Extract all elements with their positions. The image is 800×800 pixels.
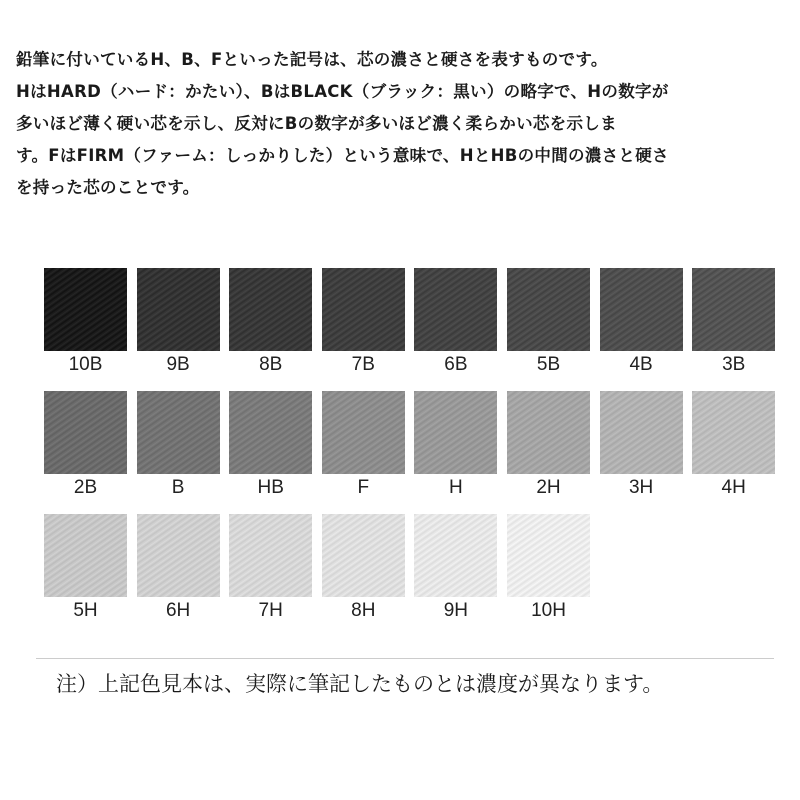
swatch-label: 9H <box>443 600 469 621</box>
swatch-6h <box>137 514 220 624</box>
description-line: 多いほど薄く硬い芯を示し、反対にBの数字が多いほど濃く柔らかい芯を示しま <box>16 114 617 133</box>
pencil-swatch <box>600 391 683 474</box>
swatch-label: 6H <box>165 600 191 621</box>
swatch-label: 9B <box>166 354 190 375</box>
swatch-label: 2B <box>73 477 98 498</box>
pencil-swatch <box>692 391 775 474</box>
swatch-label: H <box>449 477 463 498</box>
disclaimer-note: 注）上記色見本は、実際に筆記したものとは濃度が異なります。 <box>56 672 664 696</box>
swatch-5b <box>507 268 590 378</box>
pencil-swatch <box>322 391 405 474</box>
swatch-3h <box>600 391 683 501</box>
swatch-label: 3H <box>628 477 654 498</box>
swatch-label: 5H <box>73 600 98 621</box>
description-line: 鉛筆に付いているH、B、Fといった記号は、芯の濃さと硬さを表すものです。 <box>16 50 608 69</box>
swatch-label: 8B <box>259 354 283 375</box>
swatch-label: 7H <box>258 600 283 621</box>
description-line: を持った芯のことです。 <box>16 178 200 197</box>
swatch-label: 4H <box>721 477 746 498</box>
swatch-2b <box>44 391 127 501</box>
swatch-10b <box>44 268 127 378</box>
swatch-3b <box>692 268 775 378</box>
swatch-label: 4B <box>629 354 653 375</box>
pencil-swatch <box>692 268 775 351</box>
description-line: す。FはFIRM（ファーム：しっかりした）という意味で、HとHBの中間の濃さと硬さ <box>16 146 669 165</box>
pencil-swatch <box>600 268 683 351</box>
swatch-9h <box>414 514 497 624</box>
pencil-swatch <box>44 514 127 597</box>
pencil-swatch <box>507 391 590 474</box>
pencil-swatch <box>414 514 497 597</box>
swatch-label: 10B <box>68 354 103 375</box>
swatch-label: HB <box>257 477 284 498</box>
swatch-7h <box>229 514 312 624</box>
swatch-hb <box>229 391 312 501</box>
swatch-label: 5B <box>536 354 561 375</box>
pencil-swatch <box>414 268 497 351</box>
swatch-label: 3B <box>722 354 746 375</box>
pencil-swatch <box>137 514 220 597</box>
swatch-7b <box>322 268 405 378</box>
swatch-8h <box>322 514 405 624</box>
pencil-swatch <box>44 268 127 351</box>
description-line: HはHARD（ハード：かたい）、BはBLACK（ブラック：黒い）の略字で、Hの数字が <box>16 82 669 101</box>
pencil-swatch <box>322 268 405 351</box>
pencil-swatch <box>137 268 220 351</box>
swatch-10h <box>507 514 590 624</box>
swatch-b <box>137 391 220 501</box>
pencil-swatch <box>507 268 590 351</box>
swatch-label: 6B <box>444 354 468 375</box>
swatch-label: 2H <box>536 477 561 498</box>
pencil-swatch <box>322 514 405 597</box>
swatch-4b <box>600 268 683 378</box>
swatch-9b <box>137 268 220 378</box>
pencil-swatch <box>137 391 220 474</box>
divider <box>36 658 774 659</box>
pencil-swatch <box>44 391 127 474</box>
pencil-swatch <box>229 514 312 597</box>
pencil-swatch <box>414 391 497 474</box>
pencil-swatch <box>229 268 312 351</box>
swatch-2h <box>507 391 590 501</box>
swatch-label: B <box>171 477 185 498</box>
swatch-6b <box>414 268 497 378</box>
swatch-label: 10H <box>531 600 566 621</box>
pencil-swatch <box>507 514 590 597</box>
swatch-5h <box>44 514 127 624</box>
swatch-label: F <box>357 477 370 498</box>
swatch-h <box>414 391 497 501</box>
swatch-f <box>322 391 405 501</box>
pencil-swatch <box>229 391 312 474</box>
swatch-label: 7B <box>351 354 375 375</box>
swatch-label: 8H <box>351 600 376 621</box>
swatch-8b <box>229 268 312 378</box>
swatch-4h <box>692 391 775 501</box>
